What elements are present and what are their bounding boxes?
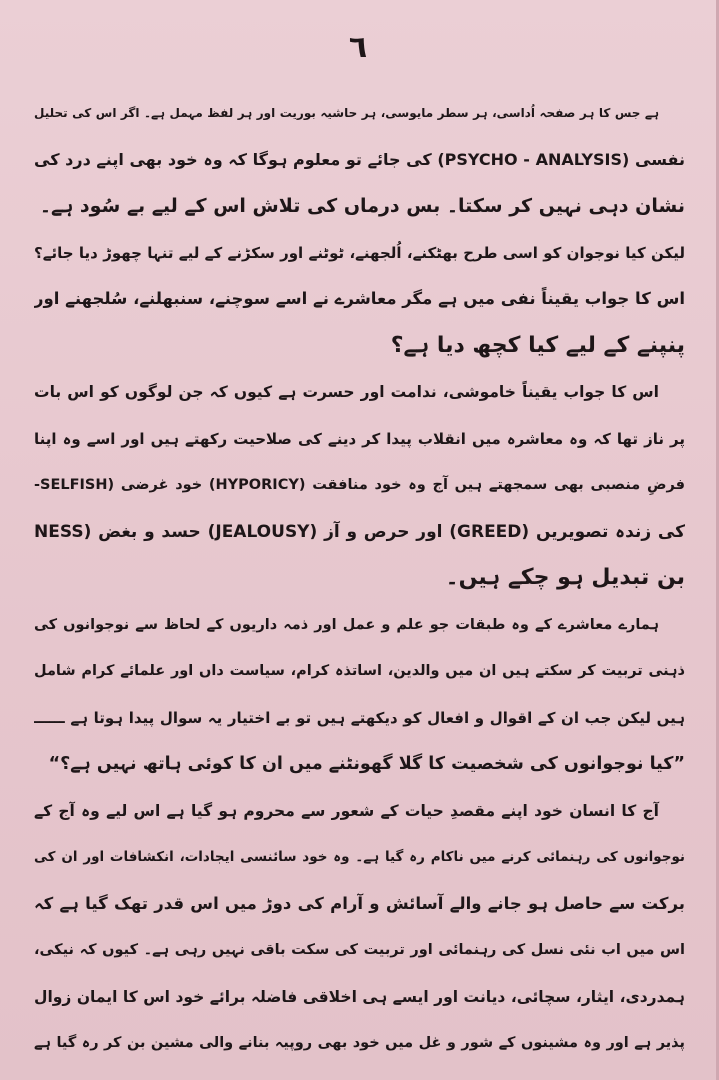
text-line: ہمارے معاشرے کے وہ طبقات جو علم و عمل اور ذمہ داریوں کے لحاظ سے نوجوانوں کی <box>34 616 659 633</box>
text-line: ہیں لیکن جب ان کے اقوال و افعال کو دیکھتے ہیں تو بے اختیار یہ سوال پیدا ہوتا ہے ــــــ <box>34 708 685 727</box>
page-number: ٦ <box>348 30 368 65</box>
text-line: پنپنے کے لیے کیا کچھ دیا ہے؟ <box>390 332 685 358</box>
text-line: اس کا جواب یقیناً خاموشی، ندامت اور حسرت ہے کیوں کہ جن لوگوں کو اس بات <box>34 383 659 401</box>
text-line: پر ناز تھا کہ وہ معاشرہ میں انقلاب پیدا کر دینے کی صلاحیت رکھتے ہیں اور اسے وہ اپنا <box>34 429 685 448</box>
text-line: NESS) حسد و بغض (JEALOUSY) اور حرص و آز (GREED) کی زندہ تصویریں <box>34 521 685 542</box>
text-line: ذہنی تربیت کر سکتے ہیں ان میں والدین، اساتذہ کرام، سیاست داں اور علمائے کرام شامل <box>34 663 685 679</box>
text-line: اس کا جواب یقیناً نفی میں ہے مگر معاشرے نے اسے سوچنے، سنبھلنے، سُلجھنے اور <box>34 289 685 308</box>
text-line: فرضِ منصبی بھی سمجھتے ہیں آج وہ خود منافقت (HYPORICY) خود غرضی (SELFISH- <box>34 477 685 493</box>
body-text <box>34 90 685 1067</box>
text-line: آج کا انسان خود اپنے مقصدِ حیات کے شعور سے محروم ہو گیا ہے اس لیے وہ آج کے <box>34 801 659 820</box>
text-line: برکت سے حاصل ہو جانے والے آسائش و آرام کی دوڑ میں اس قدر تھک گیا ہے کہ <box>34 893 685 913</box>
text-line: پذیر ہے اور وہ مشینوں کے شور و غل میں خود بھی روپیہ بنانے والی مشین بن کر رہ گیا ہے <box>34 1035 685 1051</box>
text-line: بن تبدیل ہو چکے ہیں۔ <box>445 565 685 590</box>
text-line: لیکن کیا نوجوان کو اسی طرح بھٹکنے، اُلجھنے، ٹوٹنے اور سکڑنے کے لیے تنہا چھوڑ دیا جائے؟ <box>34 243 685 262</box>
text-line: نوجوانوں کی رہنمائی کرنے میں ناکام رہ گیا ہے۔ وہ خود سائنسی ایجادات، انکشافات اور ان کی <box>34 849 685 865</box>
text-line: ”کیا نوجوانوں کی شخصیت کا گلا گھونٹنے میں ان کا کوئی ہاتھ نہیں ہے؟“ <box>48 754 685 774</box>
text-line: نفسی (PSYCHO - ANALYSIS) کی جائے تو معلوم ہوگا کہ وہ خود بھی اپنے درد کی <box>34 149 685 169</box>
text-line: اس میں اب نئی نسل کی رہنمائی اور تربیت کی سکت باقی نہیں رہی ہے۔ کیوں کہ نیکی، <box>34 942 685 958</box>
text-line: ہے جس کا ہر صفحہ اُداسی، ہر سطر مایوسی، ہر حاشیہ بوریت اور ہر لفظ مہمل ہے۔ اگر اس کی تحلیل <box>34 106 659 120</box>
text-line: ہمدردی، ایثار، سچائی، دیانت اور ایسے ہی اخلاقی فاضلہ برائے خود اس کا ایمان زوال <box>34 987 685 1006</box>
text-line: نشان دہی نہیں کر سکتا۔ بس درماں کی تلاش اس کے لیے بے سُود ہے۔ <box>39 195 685 217</box>
